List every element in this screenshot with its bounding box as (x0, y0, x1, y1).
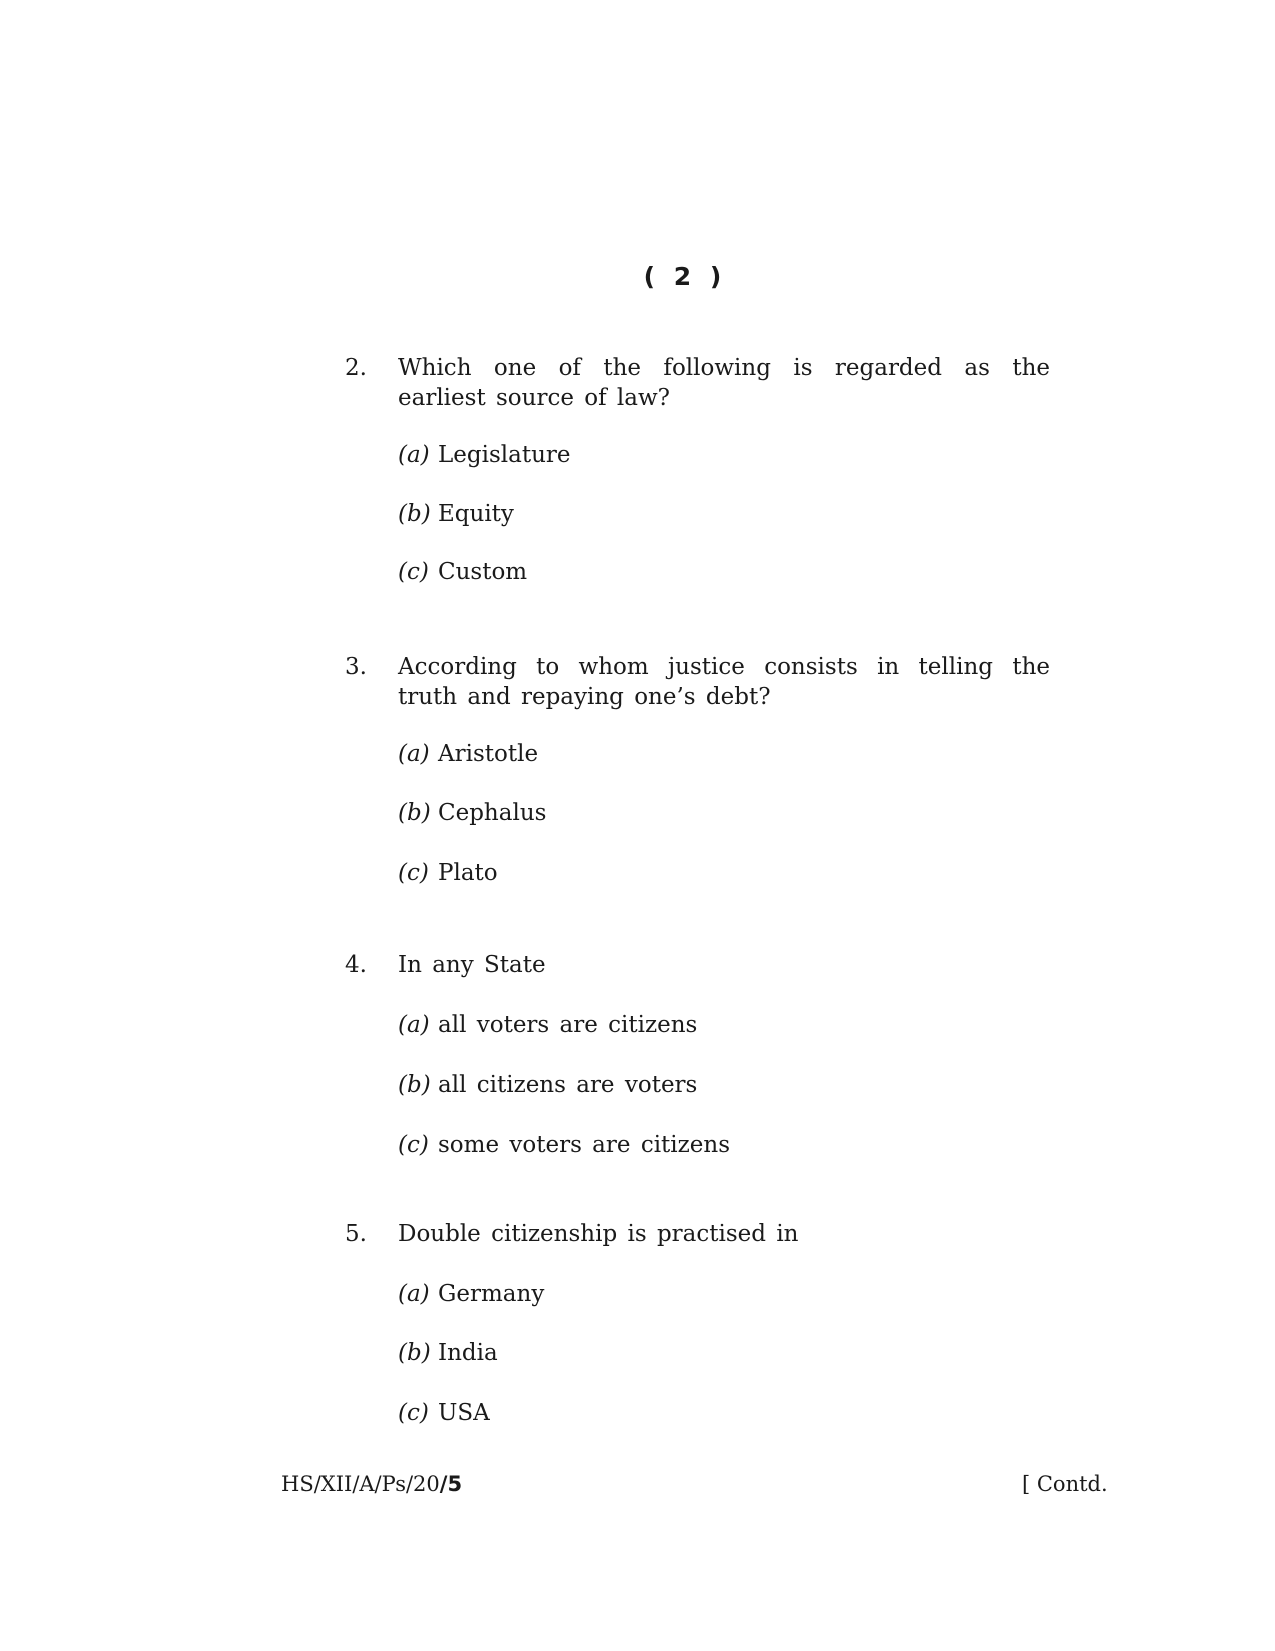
paper-code (281, 1472, 462, 1496)
option-c (398, 1130, 730, 1160)
question-4 (345, 950, 1045, 1158)
option-c (398, 1398, 490, 1428)
option-text: all voters are citizens (438, 1012, 698, 1038)
option-b (398, 1338, 498, 1368)
option-text: USA (438, 1400, 490, 1426)
option-letter: (b) (398, 1340, 431, 1366)
option-a (398, 739, 538, 769)
option-text: Legislature (438, 442, 571, 468)
option-text: some voters are citizens (438, 1132, 730, 1158)
option-letter: (c) (398, 1400, 429, 1426)
option-a (398, 440, 571, 470)
question-number: 5. (345, 1221, 367, 1247)
contd-label: [ Contd. (1022, 1472, 1108, 1496)
option-letter: (a) (398, 741, 430, 767)
option-b (398, 798, 546, 828)
paper-code-prefix: HS/XII/A/Ps/20 (281, 1472, 440, 1496)
option-c (398, 858, 498, 888)
option-a (398, 1010, 697, 1040)
option-letter: (c) (398, 559, 429, 585)
option-text: Plato (438, 860, 498, 886)
question-number: 3. (345, 654, 367, 680)
page-number: ( 2 ) (643, 262, 724, 291)
option-text: India (438, 1340, 498, 1366)
option-a (398, 1279, 544, 1309)
option-letter: (b) (398, 800, 431, 826)
question-text: According to whom justice consists in telling the truth and repaying one’s debt? (398, 654, 1050, 710)
option-b (398, 499, 514, 529)
option-text: Equity (438, 501, 514, 527)
option-text: all citizens are voters (438, 1072, 698, 1098)
question-text: In any State (398, 952, 546, 978)
option-letter: (c) (398, 860, 429, 886)
option-letter: (a) (398, 1281, 430, 1307)
option-text: Aristotle (438, 741, 539, 767)
option-text: Cephalus (438, 800, 547, 826)
question-text: Which one of the following is regarded as the earliest source of law? (398, 355, 1050, 411)
question-5 (345, 1219, 1045, 1426)
option-letter: (b) (398, 501, 431, 527)
option-c (398, 557, 527, 587)
question-number: 4. (345, 952, 367, 978)
question-2 (345, 353, 1050, 585)
option-letter: (a) (398, 1012, 430, 1038)
option-text: Germany (438, 1281, 545, 1307)
option-text: Custom (438, 559, 528, 585)
paper-code-suffix: /5 (439, 1472, 463, 1496)
option-letter: (b) (398, 1072, 431, 1098)
question-number: 2. (345, 355, 367, 381)
option-letter: (a) (398, 442, 430, 468)
option-b (398, 1070, 697, 1100)
question-text: Double citizenship is practised in (398, 1221, 799, 1247)
question-3 (345, 652, 1050, 886)
option-letter: (c) (398, 1132, 429, 1158)
